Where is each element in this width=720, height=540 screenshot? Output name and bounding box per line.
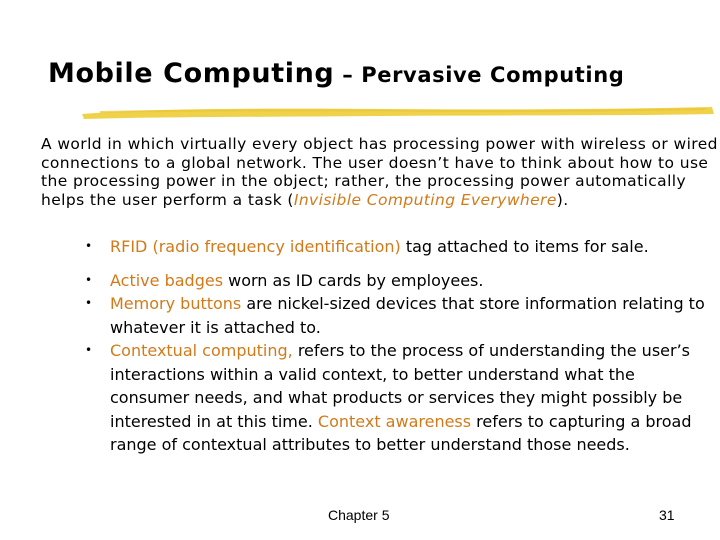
intro-highlight-invisible: Invisible xyxy=(293,190,362,209)
title-underline xyxy=(80,100,720,124)
bullet-term: Contextual computing, xyxy=(110,341,293,360)
list-item xyxy=(0,292,720,339)
bullet-list xyxy=(0,235,720,457)
intro-close: ). xyxy=(556,190,569,209)
bullet-term-2: Context awareness xyxy=(317,411,472,431)
intro-highlight-computing-everywhere: Computing Everywhere xyxy=(366,190,557,209)
footer-chapter: Chapter 5 xyxy=(328,507,390,523)
bullet-glyph: • xyxy=(85,239,93,253)
title-separator: – xyxy=(334,63,362,87)
page-number: 31 xyxy=(659,507,675,523)
title-sub: Pervasive Computing xyxy=(361,63,625,87)
bullet-glyph: • xyxy=(85,296,93,310)
intro-text: A world in which virtually every object has processing power with wireless or wired connections to a global network. The user doesn’t have to think about how to use the processing power in the object; rather, the processing power automatically helps the user perform a task ( xyxy=(41,135,718,209)
bullet-term: RFID (radio frequency identification) xyxy=(110,237,401,256)
list-item xyxy=(0,339,720,457)
bullet-glyph: • xyxy=(85,343,93,357)
bullet-text: are nickel-sized devices that store information relating to whatever it is attached to. xyxy=(110,294,705,337)
bullet-term: Active badges xyxy=(110,270,224,290)
list-item xyxy=(0,235,720,259)
title-main: Mobile Computing xyxy=(48,58,335,89)
bullet-glyph: • xyxy=(85,272,93,287)
slide-title xyxy=(48,58,708,89)
bullet-text: worn as ID cards by employees. xyxy=(223,270,484,290)
bullet-text: refers to the process of understanding the user’s interactions within a valid context, to better understand what the consumer needs, and what products or services they might possibly be interested in at this time. xyxy=(110,341,690,431)
bullet-term: Memory buttons xyxy=(110,294,242,313)
list-item xyxy=(0,269,720,293)
bullet-text: tag attached to items for sale. xyxy=(400,237,649,256)
intro-paragraph xyxy=(41,135,719,209)
bullet-text-2: refers to capturing a broad range of contextual attributes to better understand those needs. xyxy=(110,411,692,454)
